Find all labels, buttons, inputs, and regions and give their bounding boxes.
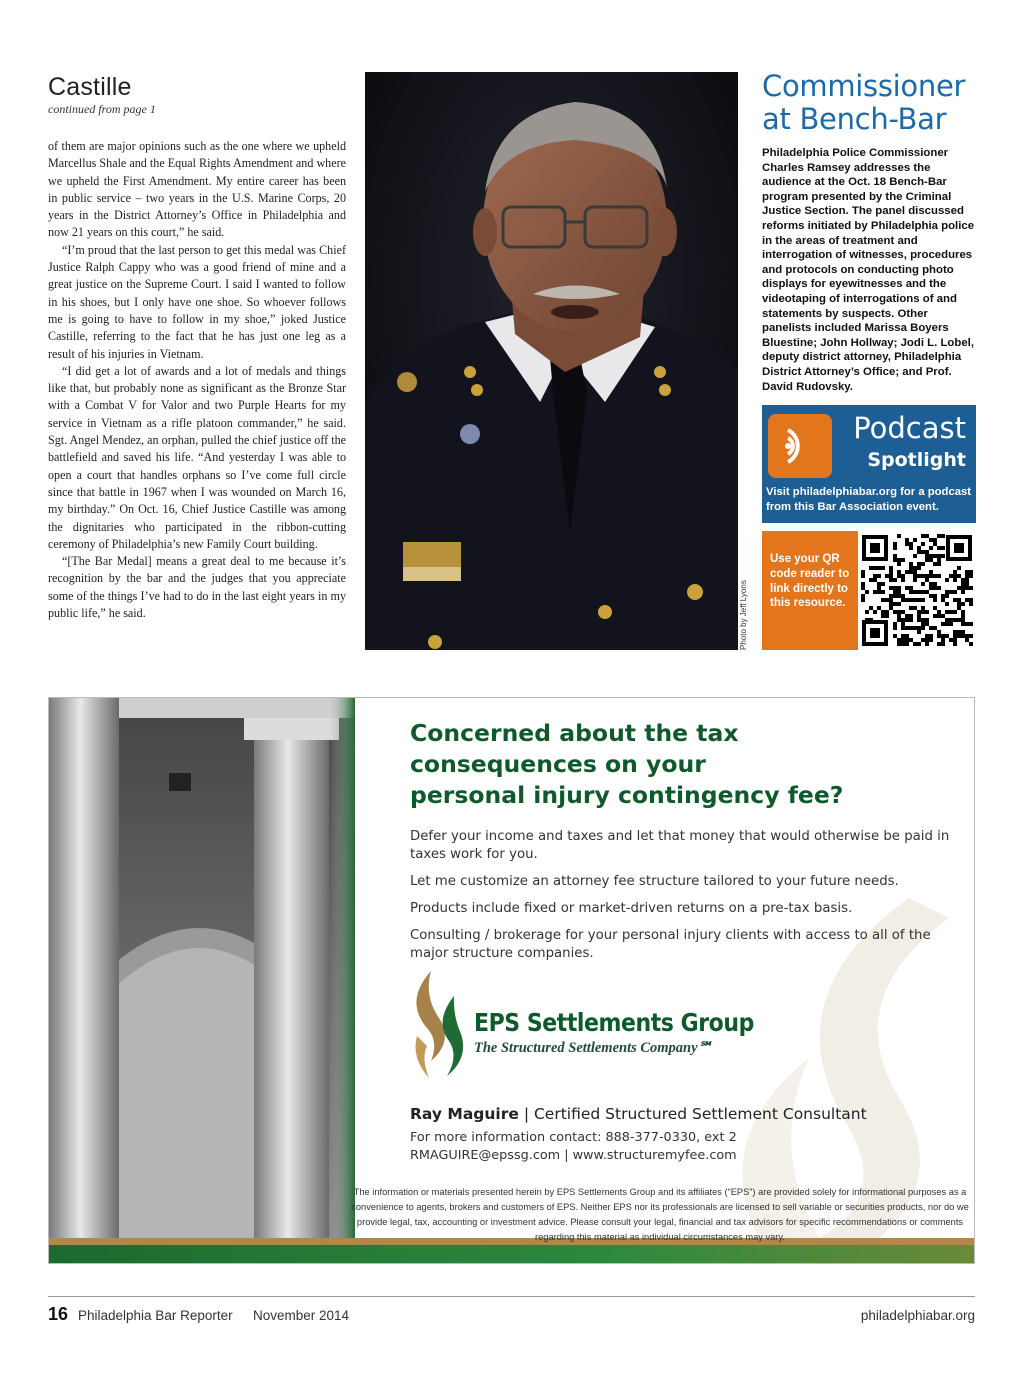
eps-advertisement[interactable] <box>48 697 975 1264</box>
qr-instructions: Use your QR code reader to link directly to this resource. <box>770 553 850 610</box>
sidebar-title-line1: Commissioner <box>762 69 966 103</box>
eps-tagline: The Structured Settlements Company℠ <box>474 1040 713 1056</box>
eps-company-name: EPS Settlements Group <box>474 1008 754 1037</box>
podcast-title: Podcast <box>853 411 966 445</box>
columns-photo <box>49 698 355 1238</box>
ad-headline-line: Concerned about the tax <box>410 719 739 747</box>
commissioner-portrait <box>365 72 738 650</box>
article-title: Castille <box>48 73 132 101</box>
ad-body-line: Defer your income and taxes and let that money that would otherwise be paid in taxes work for you. <box>410 829 950 862</box>
ad-disclaimer: The information or materials presented herein by EPS Settlements Group and its affiliates (“EPS”) are provided solely for informational purposes as a convenience to agents, brokers and customers of EPS. Neither EPS nor its professionals are licensed to sell variable or securities products, nor do we provide legal, tax, accounting or investment advice. Please consult your legal, financial and tax advisors for specific recommendations or comments regarding this material as individual circumstances may vary. <box>351 1187 969 1242</box>
issue-date: November 2014 <box>253 1308 350 1323</box>
podcast-spotlight-box[interactable] <box>762 405 976 523</box>
ad-body <box>410 828 950 963</box>
ad-contact <box>410 1103 867 1165</box>
continued-note: continued from page 1 <box>48 102 156 116</box>
ad-body-line: Let me customize an attorney fee structure tailored to your future needs. <box>410 874 899 889</box>
article-paragraph: “I did get a lot of awards and a lot of medals and things like that, but probably none as significant as the Bronze Star with a Combat V for Valor and two Purple Hearts for my service in Vietnam as a rifle platoon commander,” he said. Sgt. Angel Mendez, an orphan, pulled the chief justice off the battlefield and saved his life. “And yesterday I was able to open a court that handles orphans so I’ve come full circle since that battle in 1967 when I was wounded on March 16, my birthday.” On Oct. 16, Chief Justice Castille was among the dignitaries who participated in the ribbon-cutting ceremony of Philadelphia’s new Family Court building. <box>48 363 346 551</box>
page-footer <box>48 1304 975 1328</box>
contact-email-web[interactable]: RMAGUIRE@epssg.com | www.structuremyfee.com <box>410 1148 737 1163</box>
article-paragraph: “I’m proud that the last person to get this medal was Chief Justice Ralph Cappy who was a good friend of mine and a great justice on the Supreme Court. I said I wanted to follow in his shoes, but I only have one shoe. So whoever follows me is going to have to follow in my shoe,” joked Justice Castille, referring to the fact that he has just one leg as a result of his injuries in Vietnam. <box>48 242 346 361</box>
ad-body-line: Consulting / brokerage for your personal injury clients with access to all of the major structure companies. <box>410 928 931 961</box>
contact-person: Ray Maguire | Certified Structured Settlement Consultant <box>410 1105 867 1123</box>
ad-body-line: Products include fixed or market-driven returns on a pre-tax basis. <box>410 901 853 916</box>
qr-code-box[interactable] <box>762 531 976 650</box>
article-castille <box>48 72 346 622</box>
ad-copy <box>410 718 950 972</box>
photo-caption: Philadelphia Police Commissioner Charles Ramsey addresses the audience at the Oct. 18 Bench-Bar program presented by the Criminal Justice Section. The panel discussed reforms initiated by Philadelphia police in the areas of treatment and interrogation of witnesses, procedures and protocols on conducting photo displays for eyewitnesses and the videotaping of interrogations of and statements by suspects. Other panelists included Marissa Boyers Bluestine; John Hollway; Jodi L. Lobel, deputy district attorney, Philadelphia District Attorney’s Office; and Prof. David Rudovsky. <box>762 147 975 393</box>
sidebar-title <box>762 70 976 136</box>
ad-headline <box>410 718 950 811</box>
sidebar-commissioner <box>762 70 976 394</box>
qr-code-icon[interactable] <box>858 531 976 650</box>
contact-title: Certified Structured Settlement Consultant <box>533 1105 867 1123</box>
article-paragraph: of them are major opinions such as the one where we upheld Marcellus Shale and the Equal Rights Amendment and where we upheld the First Amendment. My entire career has been in public service – two years in the U.S. Marine Corps, 20 years in the District Attorney’s Office in Philadelphia and now 21 years on this court,” he said. <box>48 139 346 240</box>
qr-code-image <box>858 531 976 650</box>
photo-credit-text: Photo by Jeff Lyons <box>739 580 748 650</box>
podcast-text: Visit philadelphiabar.org for a podcast from this Bar Association event. <box>766 486 972 513</box>
article-paragraph: “[The Bar Medal] means a great deal to me because it’s recognition by the bar and the judges that you appreciate some of the things I’ve had to do in the last eight years in my public life,” he said. <box>48 554 346 621</box>
photo-credit <box>738 580 752 650</box>
website-link[interactable]: philadelphiabar.org <box>860 1308 975 1323</box>
sidebar-title-line2: at Bench-Bar <box>762 102 947 136</box>
commissioner-photo <box>365 72 738 650</box>
contact-phone[interactable]: For more information contact: 888-377-0330, ext 2 <box>410 1130 737 1145</box>
footer-divider <box>48 1296 975 1297</box>
ad-headline-line: consequences on your <box>410 750 706 778</box>
contact-name: Ray Maguire <box>410 1105 519 1123</box>
podcast-icon <box>768 414 832 478</box>
eps-flame-logo <box>409 966 469 1086</box>
ad-headline-line: personal injury contingency fee? <box>410 781 844 809</box>
publication-name: Philadelphia Bar Reporter <box>78 1308 233 1323</box>
podcast-subtitle: Spotlight <box>867 449 966 471</box>
page-number: 16 <box>48 1304 69 1324</box>
